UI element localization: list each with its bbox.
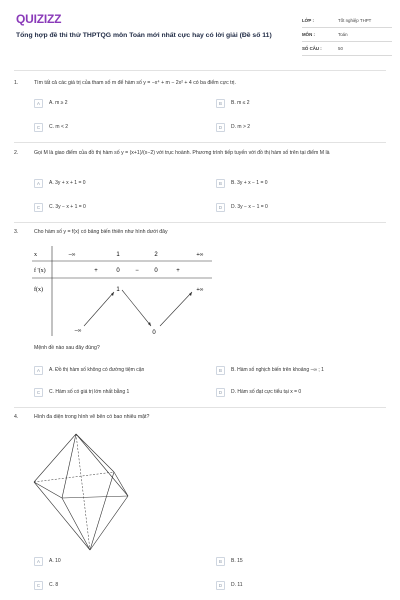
option-letter: C	[34, 581, 43, 590]
option-letter: A	[34, 99, 43, 108]
f-value: 0	[152, 330, 156, 336]
table-f-label: f(x)	[34, 287, 43, 293]
option-letter: B	[216, 557, 225, 566]
option-letter: B	[216, 366, 225, 375]
option-text: A. 10	[49, 558, 61, 564]
x-value: 1	[116, 252, 120, 258]
option-a[interactable]	[34, 98, 68, 108]
option-text: A. 3y + x + 1 = 0	[49, 180, 86, 186]
arrow-increasing	[160, 292, 192, 326]
table-fprime-label: f '(x)	[34, 268, 46, 274]
arrow-head	[111, 292, 114, 296]
option-letter: A	[34, 557, 43, 566]
sign: 0	[154, 268, 158, 274]
option-text: A. Đồ thị hàm số không có đường tiệm cận	[49, 367, 145, 373]
question-divider	[14, 142, 386, 143]
option-letter: D	[216, 123, 225, 132]
meta-row-class	[302, 14, 392, 28]
option-letter: C	[34, 123, 43, 132]
option-letter: A	[34, 366, 43, 375]
option-c[interactable]	[34, 122, 68, 132]
question-text: Cho hàm số y = f(x) có bảng biến thiên như hình dưới đây	[34, 229, 168, 235]
polyhedron-figure	[32, 432, 132, 552]
option-text: C. m < 2	[49, 124, 69, 130]
question-number: 3.	[14, 229, 19, 235]
option-a[interactable]	[34, 178, 86, 188]
question-4-options	[14, 556, 386, 596]
option-c[interactable]	[34, 580, 58, 590]
arrow-head	[189, 292, 192, 296]
f-value: 1	[116, 287, 120, 293]
sign: +	[94, 268, 98, 274]
x-value: 2	[154, 252, 158, 258]
question-4	[14, 414, 386, 434]
option-b[interactable]	[216, 556, 243, 566]
option-a[interactable]	[34, 365, 144, 375]
option-d[interactable]	[216, 122, 250, 132]
worksheet-header	[16, 12, 388, 64]
x-value: −∞	[68, 252, 76, 258]
option-b[interactable]	[216, 98, 250, 108]
option-b[interactable]	[216, 365, 324, 375]
question-1	[14, 80, 386, 140]
worksheet-title: Tổng hợp đề thi thử THPTQG môn Toán mới nhất cực hay có lời giải (Đề số 11)	[16, 32, 272, 39]
option-letter: D	[216, 203, 225, 212]
sign: −	[135, 268, 139, 274]
header-divider	[14, 70, 386, 71]
option-text: C. Hàm số có giá trị lớn nhất bằng 1	[49, 389, 130, 395]
quizizz-logo: QUIZIZZ	[16, 12, 62, 26]
option-letter: D	[216, 388, 225, 397]
option-d[interactable]	[216, 580, 243, 590]
question-3-options	[14, 345, 386, 405]
option-letter: A	[34, 179, 43, 188]
option-letter: B	[216, 179, 225, 188]
option-c[interactable]	[34, 387, 129, 397]
option-text: D. Hàm số đạt cực tiểu tại x = 0	[231, 389, 302, 395]
option-letter: C	[34, 388, 43, 397]
option-a[interactable]	[34, 556, 61, 566]
question-number: 4.	[14, 414, 19, 420]
option-text: D. 3y − x − 1 = 0	[231, 204, 268, 210]
option-letter: C	[34, 203, 43, 212]
f-value: −∞	[74, 328, 82, 334]
worksheet-meta	[302, 14, 392, 56]
question-divider	[14, 407, 386, 408]
meta-row-count	[302, 42, 392, 56]
sign: 0	[116, 268, 120, 274]
question-text: Gọi M là giao điểm của đồ thị hàm số y = (x+1)/(x−2) với trục hoành. Phương trình tiếp tuyến với đồ thị hàm số trên tại điểm M là	[34, 150, 330, 156]
question-number: 2.	[14, 150, 19, 156]
option-text: A. m ≥ 2	[49, 100, 68, 106]
variation-table	[32, 246, 212, 336]
meta-value: Toán	[338, 32, 348, 37]
option-text: B. m ≤ 2	[231, 100, 250, 106]
meta-key: LỚP :	[302, 18, 314, 23]
option-text: B. 3y + x − 1 = 0	[231, 180, 268, 186]
option-b[interactable]	[216, 178, 268, 188]
option-c[interactable]	[34, 202, 86, 212]
option-text: D. 11	[231, 582, 243, 588]
question-number: 1.	[14, 80, 19, 86]
option-letter: B	[216, 99, 225, 108]
sign: +	[176, 268, 180, 274]
arrow-decreasing	[122, 290, 151, 326]
question-text: Tìm tất cả các giá trị của tham số m để hàm số y = −x⁴ + m − 2x² + 4 có ba điểm cực trị.	[34, 80, 236, 86]
option-text: B. 15	[231, 558, 243, 564]
x-value: +∞	[196, 252, 204, 258]
option-text: C. 8	[49, 582, 59, 588]
question-divider	[14, 222, 386, 223]
arrow-increasing	[84, 292, 114, 326]
question-prompt: Mệnh đề nào sau đây đúng?	[34, 345, 100, 351]
meta-key: SỐ CÂU :	[302, 46, 322, 51]
meta-value: Tốt nghiệp THPT	[338, 18, 372, 23]
meta-key: MÔN :	[302, 32, 315, 37]
f-value: +∞	[196, 287, 204, 293]
meta-value: 50	[338, 46, 343, 51]
question-text: Hình đa diện trong hình vẽ bên có bao nhiêu mặt?	[34, 414, 150, 420]
table-x-label: x	[34, 252, 37, 258]
option-text: D. m > 2	[231, 124, 251, 130]
option-text: C. 3y − x + 1 = 0	[49, 204, 86, 210]
meta-row-subject	[302, 28, 392, 42]
option-letter: D	[216, 581, 225, 590]
option-d[interactable]	[216, 202, 268, 212]
option-d[interactable]	[216, 387, 301, 397]
option-text: B. Hàm số nghịch biến trên khoảng −∞ ; 1	[231, 367, 324, 373]
question-2	[14, 150, 386, 220]
